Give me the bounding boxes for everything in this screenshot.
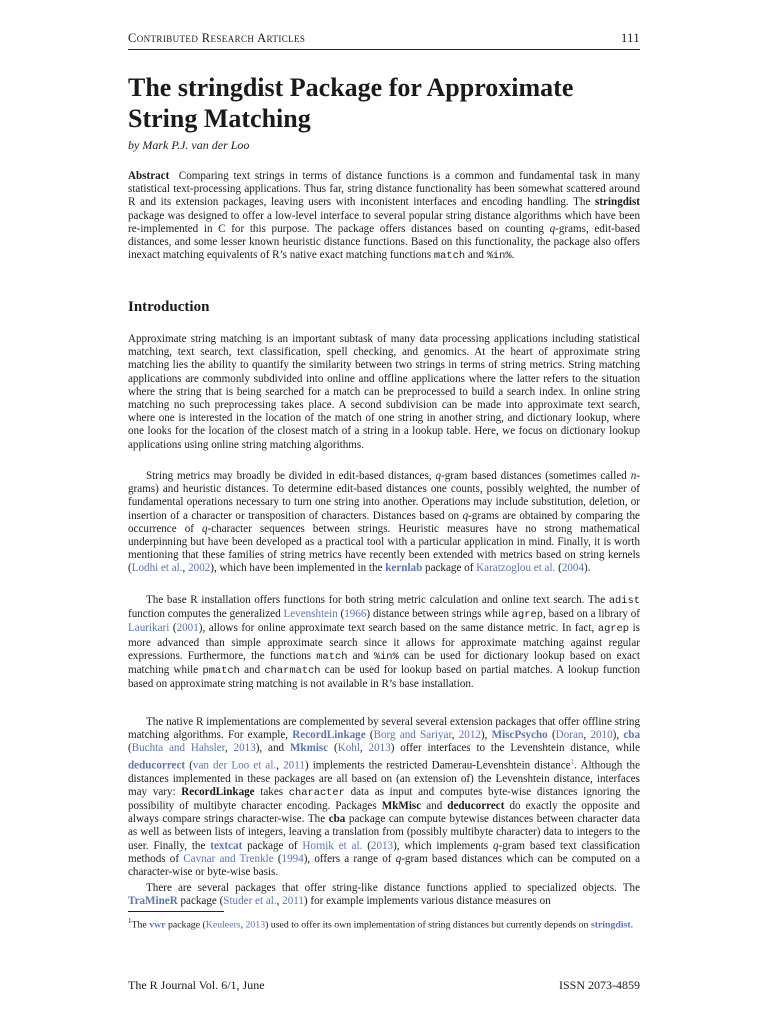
citation-link[interactable]: Kohl <box>337 742 360 755</box>
citation-link[interactable]: Doran <box>555 729 584 742</box>
text: ( <box>273 852 282 865</box>
page-number: 111 <box>620 31 640 45</box>
paragraph-4 <box>128 716 640 879</box>
package-link[interactable]: kernlab <box>385 562 423 575</box>
text: , <box>451 729 459 742</box>
text: , <box>359 742 369 755</box>
math-variable: q <box>462 509 469 522</box>
citation-link[interactable]: Laurikari <box>128 622 170 635</box>
text: and <box>347 649 374 662</box>
text: ), <box>480 729 492 742</box>
text: , <box>224 742 234 755</box>
package-name: deducorrect <box>447 799 505 812</box>
header-rule <box>128 49 640 50</box>
text: and <box>421 799 448 812</box>
text: ), which have been implemented in the <box>210 562 386 575</box>
text: ) implements the restricted Damerau-Levenshtein distance <box>304 759 571 772</box>
text: package of <box>242 839 303 852</box>
citation-link[interactable]: 2011 <box>283 759 305 772</box>
package-link[interactable]: deducorrect <box>128 759 186 772</box>
package-name: MkMisc <box>381 799 422 812</box>
text: package ( <box>177 895 224 908</box>
citation-link[interactable]: 1994 <box>281 852 304 865</box>
abstract-label: Abstract <box>128 170 170 182</box>
text: ( <box>555 562 562 575</box>
citation-link[interactable]: Hornik et al. <box>302 839 363 852</box>
text: ( <box>185 759 193 772</box>
text: -gram based distances (sometimes called <box>441 470 631 482</box>
package-link[interactable]: Mkmisc <box>289 742 329 755</box>
math-variable: q <box>435 470 442 482</box>
footnote-marker[interactable]: 1 <box>570 757 575 766</box>
package-link[interactable]: vwr <box>149 919 166 931</box>
article-title: The stringdist Package for Approximate String Matching <box>128 73 574 133</box>
citation-link[interactable]: Keuleers <box>205 919 241 931</box>
citation-link[interactable]: Karatzoglou et al. <box>476 562 556 575</box>
text: , <box>583 729 591 742</box>
citation-link[interactable]: Lodhi et al. <box>131 562 183 575</box>
text: -gram based text classification methods of <box>128 839 640 865</box>
text: ( <box>365 729 374 742</box>
text: -gram based distances which can be computed on a character-wise or byte-wise basis. <box>128 852 641 878</box>
math-variable: q <box>549 222 556 235</box>
inline-code: character <box>288 786 345 799</box>
text: -character sequences between strings. Heuristic measures have no strong mathematical underpinning but have been developed as a practical tool with a particular application in mind. Finally, it is worth mentioning that these families of string metrics have recently been extended with metrics based on string kernels ( <box>128 522 640 575</box>
inline-code: pmatch <box>202 665 240 678</box>
text: ( <box>128 742 132 755</box>
text: can be used for lookup based on partial matches. A lookup function based on approximate string matching is not available in R’s base installation. <box>128 664 640 691</box>
text: can be used for dictionary lookup based on exact matching while <box>128 649 640 677</box>
abstract <box>128 170 640 263</box>
text: function computes the generalized <box>128 608 284 621</box>
abstract-text: package was designed to offer a low-level interface to several popular string distance algorithms which have been re-implemented in C for this purpose. The package offers distances based on counting <box>128 209 640 235</box>
citation-link[interactable]: 2013 <box>370 839 394 852</box>
text: ( <box>328 742 338 755</box>
package-link[interactable]: RecordLinkage <box>292 729 366 742</box>
citation-link[interactable]: Studer et al. <box>223 895 277 908</box>
text: There are several packages that offer string-like distance functions applied to specialized objects. The <box>146 882 640 894</box>
citation-link[interactable]: 2013 <box>233 742 256 755</box>
running-header-section: Contributed Research Articles <box>128 31 306 45</box>
text: data as input and computes byte-wise distances ignoring the possibility of multibyte character encoding. Packages <box>128 785 640 812</box>
text: , <box>182 562 189 575</box>
citation-link[interactable]: Levenshtein <box>283 608 338 621</box>
text: package can compute bytewise distances between character data as well as between lists of integers, leaving a translation from (possibly multibyte character) data to integers to the user. Finally, the <box>128 813 641 852</box>
text: ( <box>169 622 177 635</box>
citation-link[interactable]: van der Loo et al. <box>192 759 277 772</box>
inline-code: match <box>316 650 348 663</box>
paragraph-2 <box>128 470 640 576</box>
text: is more advanced than simple approximate search since it allows for approximate matching against regular expressions. Furthermore, the functions <box>128 622 640 662</box>
citation-link[interactable]: Borg and Sariyar <box>373 729 452 742</box>
inline-code: agrep <box>597 623 630 636</box>
package-name: RecordLinkage <box>181 785 255 798</box>
text: The native R implementations are complemented by several several extension packages that offer offline string matching algorithms. For example, <box>128 716 640 742</box>
running-header <box>128 31 640 49</box>
text: ), <box>612 729 624 742</box>
package-link[interactable]: TraMineR <box>128 895 178 908</box>
citation-link[interactable]: 2012 <box>458 729 481 742</box>
text: , based on a library of <box>543 608 641 621</box>
inline-code: charmatch <box>264 665 321 678</box>
text: . <box>630 919 634 931</box>
math-variable: q <box>201 522 208 535</box>
paragraph-3 <box>128 594 640 691</box>
citation-link[interactable]: 2010 <box>590 729 613 742</box>
text: ), allows for online approximate text search based on the same distance metric. In fact, <box>198 622 598 635</box>
footnote-rule <box>128 911 224 912</box>
text: ), offers a range of <box>303 852 396 865</box>
text: ( <box>362 839 371 852</box>
text: takes <box>254 785 289 798</box>
inline-code: match <box>433 250 466 263</box>
abstract-text: and <box>465 249 487 262</box>
package-link[interactable]: textcat <box>210 839 243 852</box>
citation-link[interactable]: 2013 <box>245 919 266 931</box>
citation-link[interactable]: 2013 <box>368 742 391 755</box>
citation-link[interactable]: 2002 <box>188 562 211 575</box>
text: ). <box>584 562 591 575</box>
text: . Although the distances implemented in these packages are all based on (an extension of) the Levenshtein distance, interfaces may vary: <box>128 759 641 798</box>
text: -grams) and heuristic distances. To determine edit-based distances one counts, possibly weighted, the number of fundamental operations necessary to turn one string into another. Operations may include substitution, deletion, or insertion of a character or transposition of characters. Distances based on <box>128 470 640 522</box>
text: package ( <box>165 919 206 931</box>
citation-link[interactable]: 2001 <box>176 622 199 635</box>
text: ) for example implements various distance measures on <box>303 895 551 908</box>
text: ) offer interfaces to the Levenshtein distance, while <box>390 742 641 755</box>
section-heading: Introduction <box>128 299 210 315</box>
text: , <box>240 919 246 931</box>
math-variable: q <box>492 839 499 852</box>
citation-link[interactable]: 2011 <box>282 895 304 908</box>
inline-code: agrep <box>511 609 543 622</box>
text: -grams are obtained by comparing the occurrence of <box>128 509 640 535</box>
package-name: stringdist <box>595 196 640 209</box>
package-link[interactable]: cba <box>623 729 641 742</box>
citation-link[interactable]: Cavnar and Trenkle <box>183 852 274 865</box>
text: The <box>131 919 150 931</box>
inline-code: %in% <box>486 250 512 263</box>
text: ), which implements <box>393 839 493 852</box>
author-byline: by Mark P.J. van der Loo <box>128 138 250 152</box>
text: ), and <box>255 742 290 755</box>
package-link[interactable]: stringdist <box>590 919 631 931</box>
text: String metrics may broadly be divided in edit-based distances, <box>146 470 436 482</box>
abstract-text: -grams, edit-based distances, and some lesser known heuristic distance functions. Based on this functionality, the package also offers inexact matching equivalents of R’s native exact matching functions <box>128 222 640 262</box>
citation-link[interactable]: Buchta and Hahsler <box>131 742 225 755</box>
text: , <box>276 895 283 908</box>
text: The base R installation offers functions for both string metric calculation and online text search. The <box>146 594 609 606</box>
citation-link[interactable]: 2004 <box>561 562 584 575</box>
inline-code: %in% <box>373 650 399 663</box>
journal-issue: The R Journal Vol. 6/1, June <box>128 978 265 992</box>
text: , <box>276 759 284 772</box>
package-name: cba <box>328 813 346 826</box>
math-variable: n <box>630 470 637 482</box>
text: ) used to offer its own implementation of string distances but currently depends on <box>265 919 591 931</box>
abstract-text: . <box>511 249 515 262</box>
text: ( <box>547 729 556 742</box>
text: ( <box>337 608 345 621</box>
text: and <box>239 664 265 677</box>
text: ) distance between strings while <box>366 608 512 621</box>
footnote-number: 1 <box>128 917 132 925</box>
math-variable: q <box>395 852 402 865</box>
text: package of <box>422 562 477 575</box>
footnote <box>128 915 640 931</box>
citation-link[interactable]: 1966 <box>344 608 367 621</box>
inline-code: adist <box>608 595 640 607</box>
issn: ISSN 2073-4859 <box>558 978 640 992</box>
abstract-text: Comparing text strings in terms of distance functions is a common and fundamental task in many statistical text-processing applications. Thus far, string distance functionality has been somewhat scattered around R and its extension packages, leaving users with inconistent interfaces and encoding handling. The <box>128 170 641 209</box>
text: do exactly the opposite and always compare strings character-wise. The <box>128 799 640 826</box>
paragraph-5 <box>128 882 640 908</box>
package-link[interactable]: MiscPsycho <box>491 729 548 742</box>
paragraph-1: Approximate string matching is an important subtask of many data processing applications including statistical matching, text search, text classification, spell checking, and genomics. At the heart of approximate string matching lies the ability to quantify the similarity between two strings in terms of string metrics. String matching applications are commonly subdivided into online and offline applications where the latter refers to the situation where the string that is being searched for a match can be preprocessed to build a search index. In online string matching no such preprocessing takes place. A second subdivision can be made into approximate text search, where one is interested in the location of the match of one string in another string, and dictionary lookup, where one looks for the location of the closest match of a string in a lookup table. Here, we focus on dictionary lookup applications using online string matching algorithms. <box>128 333 640 451</box>
